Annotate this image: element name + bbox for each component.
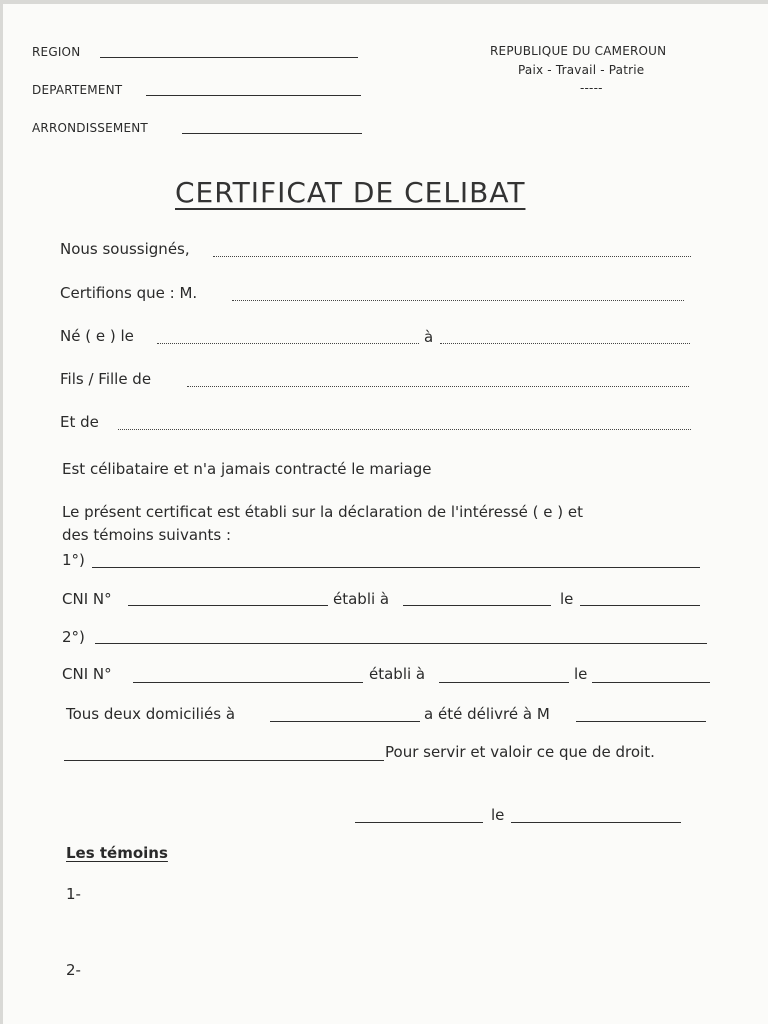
witness-list-item-2: 2- — [66, 961, 81, 979]
witness2-etabli-field[interactable] — [439, 682, 569, 683]
arrondissement-field[interactable] — [182, 133, 362, 134]
witness2-number: 2°) — [62, 628, 85, 646]
witness1-cni-label: CNI N° — [62, 590, 112, 608]
et-de-label: Et de — [60, 413, 99, 431]
ne-label: Né ( e ) le — [60, 327, 134, 345]
witness2-cni-label: CNI N° — [62, 665, 112, 683]
pour-servir-text: Pour servir et valoir ce que de droit. — [385, 743, 655, 761]
celibacy-statement: Est célibataire et n'a jamais contracté le mariage — [62, 460, 432, 478]
certifions-label: Certifions que : M. — [60, 284, 198, 302]
witness2-date-label: le — [574, 665, 588, 683]
domicile-field[interactable] — [270, 721, 420, 722]
region-label: REGION — [32, 45, 81, 59]
soussignes-label: Nous soussignés, — [60, 240, 190, 258]
certifions-field[interactable] — [232, 300, 684, 301]
arrondissement-label: ARRONDISSEMENT — [32, 121, 148, 135]
fils-fille-label: Fils / Fille de — [60, 370, 152, 388]
signature-date-label: le — [491, 806, 505, 824]
witness1-etabli-field[interactable] — [403, 605, 551, 606]
departement-label: DEPARTEMENT — [32, 83, 123, 97]
witness1-etabli-label: établi à — [333, 590, 390, 608]
header-separator: ----- — [580, 81, 603, 95]
delivre-label: a été délivré à M — [424, 705, 550, 723]
scan-left-edge — [0, 0, 3, 1024]
scan-top-edge — [0, 0, 768, 4]
region-field[interactable] — [100, 57, 358, 58]
pour-servir-field[interactable] — [64, 760, 384, 761]
document-title: CERTIFICAT DE CELIBAT — [175, 176, 526, 209]
witnesses-heading: Les témoins — [66, 844, 168, 862]
country-name: REPUBLIQUE DU CAMEROUN — [490, 44, 667, 58]
domicilies-label: Tous deux domiciliés à — [66, 705, 236, 723]
delivre-field[interactable] — [576, 721, 706, 722]
birth-date-field[interactable] — [157, 343, 419, 344]
witness2-name-field[interactable] — [95, 643, 707, 644]
birth-place-label: à — [424, 328, 434, 346]
signature-place-field[interactable] — [355, 822, 483, 823]
witness2-date-field[interactable] — [592, 682, 710, 683]
witness1-date-label: le — [560, 590, 574, 608]
signature-date-field[interactable] — [511, 822, 681, 823]
declaration-line-1: Le présent certificat est établi sur la déclaration de l'intéressé ( e ) et — [62, 503, 583, 521]
witness2-etabli-label: établi à — [369, 665, 426, 683]
soussignes-field[interactable] — [213, 256, 691, 257]
witness2-cni-field[interactable] — [133, 682, 363, 683]
witness-list-item-1: 1- — [66, 885, 81, 903]
witness1-name-field[interactable] — [92, 567, 700, 568]
witness1-date-field[interactable] — [580, 605, 700, 606]
father-field[interactable] — [187, 386, 689, 387]
departement-field[interactable] — [146, 95, 361, 96]
birth-place-field[interactable] — [440, 343, 690, 344]
witness1-number: 1°) — [62, 551, 85, 569]
national-motto: Paix - Travail - Patrie — [518, 63, 645, 77]
declaration-line-2: des témoins suivants : — [62, 526, 232, 544]
mother-field[interactable] — [118, 429, 691, 430]
witness1-cni-field[interactable] — [128, 605, 328, 606]
